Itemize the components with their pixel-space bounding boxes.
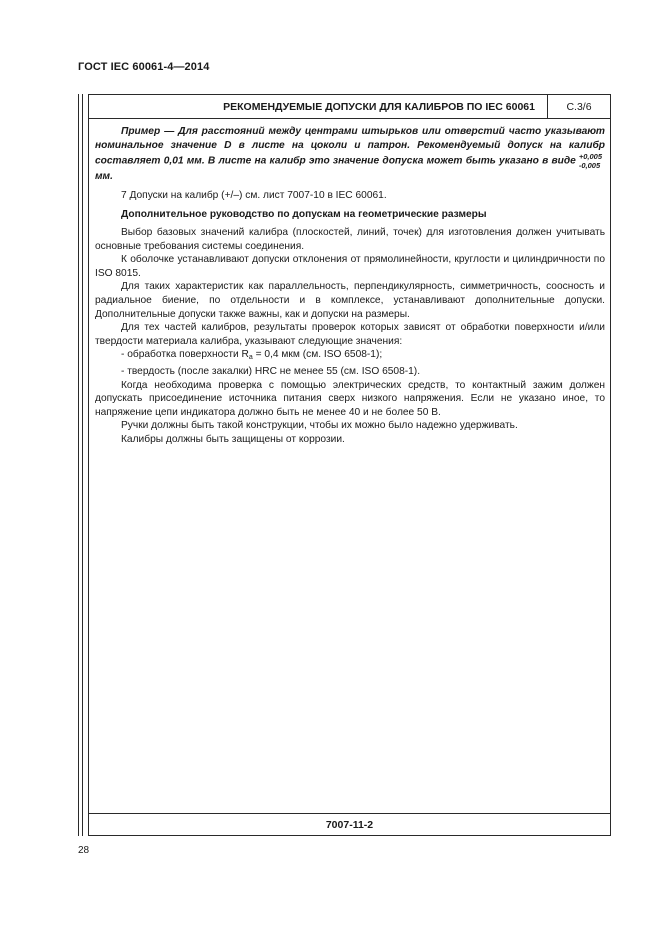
sheet-page-ref: С.3/6: [547, 95, 610, 118]
surface-subscript: a: [248, 354, 253, 362]
section-heading: Дополнительное руководство по допускам на геометрические размеры: [121, 209, 487, 221]
paragraph-1: Выбор базовых значений калибра (плоскостей, линий, точек) для изготовления должен учитывать основные требования системы соединения.: [95, 226, 605, 252]
sheet-frame: [88, 94, 611, 836]
note-7: 7 Допуски на калибр (+/–) см. лист 7007-10 в IEC 60061.: [121, 189, 387, 201]
paragraph-5: Когда необходима проверка с помощью электрических средств, то контактный зажим должен допускать присоединение источника питания сверх низкого напряжения. Если не указано иное, то напряжение цепи индикатора должно быть не менее 40 и не более 50 В.: [95, 379, 605, 418]
tolerance-plus: +0,005: [578, 152, 602, 162]
paragraph-2: К оболочке устанавливают допуски отклонения от прямолинейности, круглости и цилиндричности по ISO 8015.: [95, 254, 605, 279]
title-row: [89, 95, 610, 119]
paragraph-6: Ручки должны быть такой конструкции, чтобы их можно было надежно удерживать.: [121, 420, 518, 432]
paragraph-3: Для таких характеристик как параллельность, перпендикулярность, симметричность, соосность и радиальное биение, по отдельности и в комплексе, устанавливают дополнительные допуски. Дополнительные допуски также важны, как и допуски на размеры.: [95, 281, 605, 320]
tolerance-unit: мм.: [95, 171, 113, 183]
margin-bar: [78, 94, 83, 836]
list-item-surface: [95, 348, 605, 365]
list-item-hardness: - твердость (после закалки) HRC не менее 55 (см. ISO 6508-1).: [121, 365, 421, 377]
surface-text: - обработка поверхности R: [121, 349, 249, 361]
surface-value: = 0,4 мкм (см. ISO 6508-1);: [252, 349, 383, 361]
paragraph-7: Калибры должны быть защищены от коррозии.: [121, 433, 345, 445]
sheet-content: [95, 125, 605, 446]
sheet-title: РЕКОМЕНДУЕМЫЕ ДОПУСКИ ДЛЯ КАЛИБРОВ ПО IEC 60061: [223, 100, 535, 113]
tolerance-value: [579, 152, 602, 170]
example-text: Пример — Для расстояний между центрами штырьков или отверстий часто указывают номинальное значение D в листе на цоколи и патрон. Рекомендуемый допуск на калибр составляет 0,01 мм. В листе на калибр это значение допуска может быть указано в виде: [95, 126, 605, 167]
standard-designation: ГОСТ IEC 60061-4—2014: [78, 61, 210, 73]
sheet-number: 7007-11-2: [89, 813, 610, 835]
page-number: 28: [78, 845, 90, 856]
example-paragraph: [95, 125, 605, 184]
tolerance-minus: -0,005: [578, 161, 601, 171]
paragraph-4: Для тех частей калибров, результаты проверок которых зависят от обработки поверхности и/или твердости материала калибра, указывают следующие значения:: [95, 322, 605, 347]
